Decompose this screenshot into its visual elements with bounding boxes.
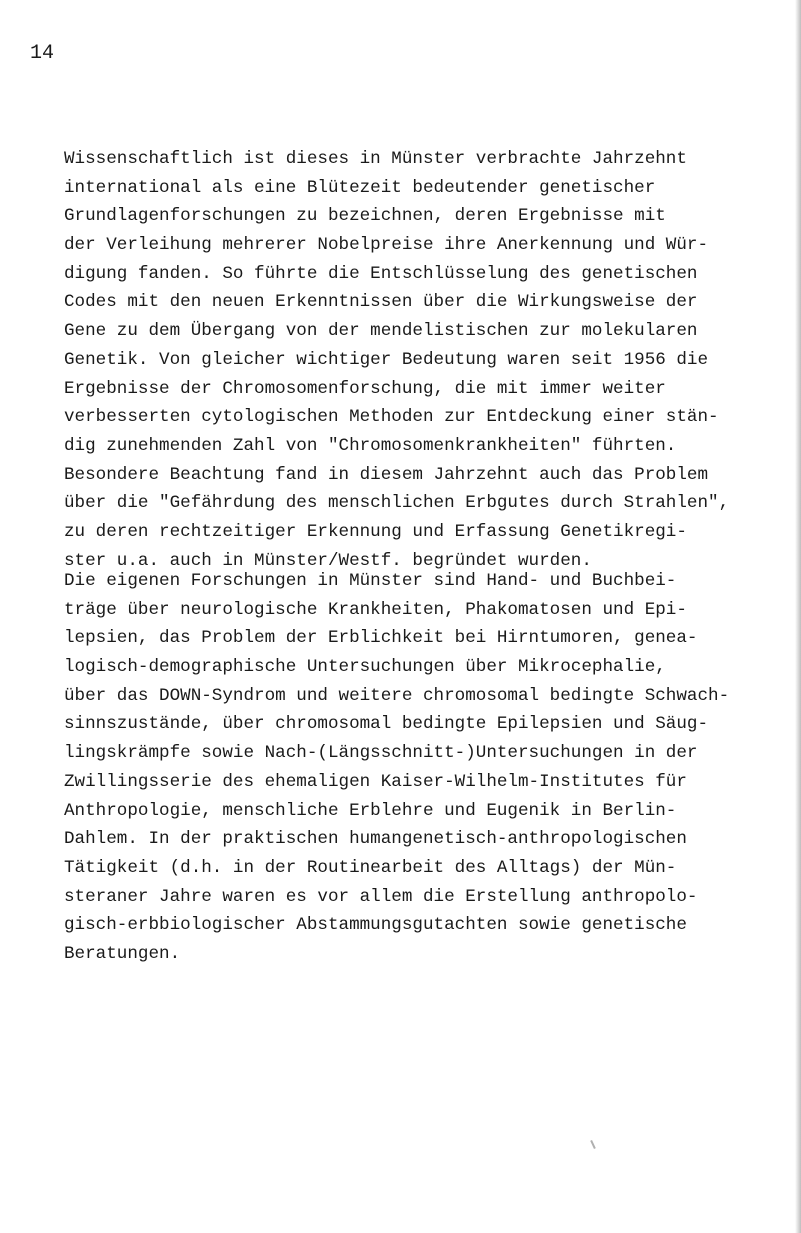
text-line: lingskrämpfe sowie Nach-(Längsschnitt-)Untersuchungen in der [64,743,698,764]
text-line: lepsien, das Problem der Erblichkeit bei Hirntumoren, genea- [64,628,698,649]
text-line: über das DOWN-Syndrom und weitere chromosomal bedingte Schwach- [64,685,730,706]
text-line: Zwillingsserie des ehemaligen Kaiser-Wilhelm-Institutes für [64,771,687,792]
scan-speck [590,1140,596,1149]
scan-edge-shadow [795,0,801,1233]
text-line: Dahlem. In der praktischen humangenetisch-anthropologischen [64,829,687,850]
text-line: verbesserten cytologischen Methoden zur Entdeckung einer stän- [64,407,719,428]
text-line: der Verleihung mehrerer Nobelpreise ihre Anerkennung und Wür- [64,235,709,256]
text-line: dig zunehmenden Zahl von "Chromosomenkrankheiten" führten. [64,435,677,456]
text-line: sinnszustände, über chromosomal bedingte Epilepsien und Säug- [64,714,709,735]
text-line: Grundlagenforschungen zu bezeichnen, deren Ergebnisse mit [64,206,666,227]
text-line: Beratungen. [64,943,181,964]
text-line: träge über neurologische Krankheiten, Phakomatosen und Epi- [64,599,687,620]
text-line: logisch-demographische Untersuchungen über Mikrocephalie, [64,657,666,678]
text-line: Ergebnisse der Chromosomenforschung, die mit immer weiter [64,378,666,399]
text-line: digung fanden. So führte die Entschlüsselung des genetischen [64,263,698,284]
text-line: Tätigkeit (d.h. in der Routinearbeit des Alltags) der Mün- [64,857,677,878]
text-line: Wissenschaftlich ist dieses in Münster verbrachte Jahrzehnt [64,149,687,169]
paragraph-1 [64,145,792,575]
text-line: Genetik. Von gleicher wichtiger Bedeutung waren seit 1956 die [64,349,709,370]
text-line: ster u.a. auch in Münster/Westf. begründet wurden. [64,550,592,571]
text-line: Anthropologie, menschliche Erblehre und Eugenik in Berlin- [64,800,677,821]
page-number: 14 [30,42,55,65]
text-line: gisch-erbbiologischer Abstammungsgutachten sowie genetische [64,915,687,936]
text-line: international als eine Blütezeit bedeutender genetischer [64,177,656,198]
text-line: steraner Jahre waren es vor allem die Erstellung anthropolo- [64,886,698,907]
text-line: Gene zu dem Übergang von der mendelistischen zur molekularen [64,321,698,342]
text-line: über die "Gefährdung des menschlichen Erbgutes durch Strahlen", [64,493,730,514]
text-line: Besondere Beachtung fand in diesem Jahrzehnt auch das Problem [64,464,709,485]
text-line: Codes mit den neuen Erkenntnissen über die Wirkungsweise der [64,292,698,313]
paragraph-2 [64,567,792,969]
text-line: zu deren rechtzeitiger Erkennung und Erfassung Genetikregi- [64,521,687,542]
text-line: Die eigenen Forschungen in Münster sind Hand- und Buchbei- [64,571,677,591]
